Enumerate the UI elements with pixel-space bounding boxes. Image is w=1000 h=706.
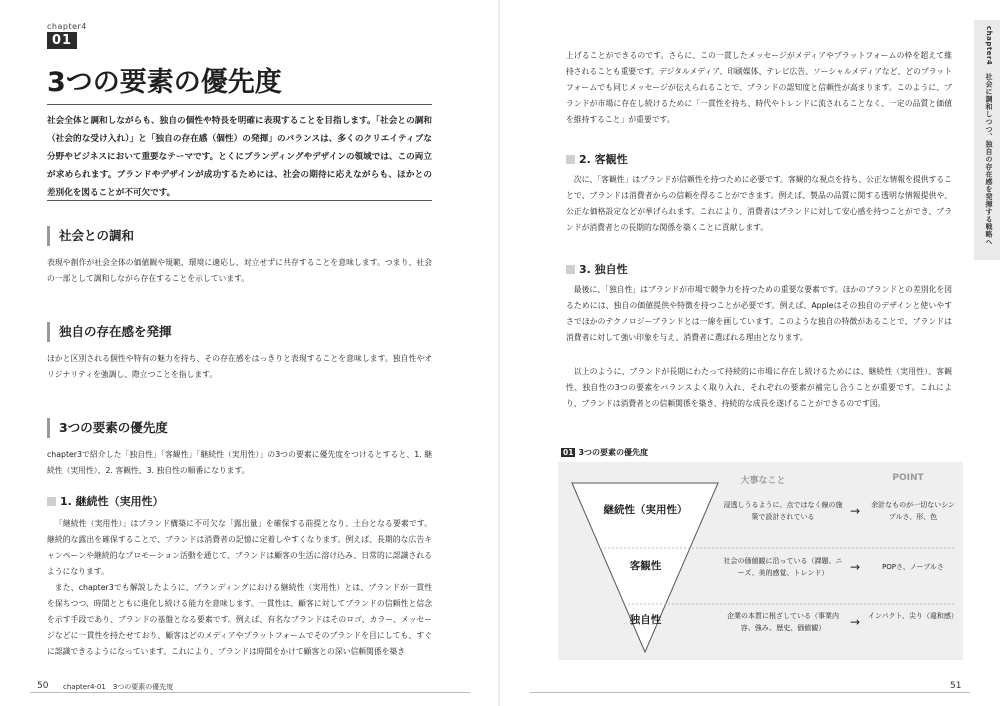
section-text-priority: chapter3で紹介した「独自性」「客観性」「継続性（実用性）」の3つの要素に優先度をつけるとすると、1. 継続性（実用性）、2. 客観性、3. 独自性の順番になります。 [47, 450, 432, 475]
arrow-right-icon: → [849, 615, 861, 629]
title-divider [47, 104, 432, 105]
chapter-side-tab [974, 20, 1000, 260]
intro-divider [47, 200, 432, 201]
section-text-social-harmony: 表現や創作が社会全体の価値観や規範、環境に適応し、対立せずに共存することを意味します。つまり、社会の一部として調和しながら存在することを示しています。 [47, 258, 432, 283]
square-bullet-icon [47, 497, 56, 506]
triangle-label-uniqueness: 独自性 [629, 614, 662, 626]
page-number-left: 50 [37, 681, 49, 691]
triangle-label-continuity: 継続性（実用性） [603, 504, 688, 516]
section-heading-social-harmony: 社会との調和 [47, 226, 134, 246]
important-text-continuity: 浸透しうるように、点ではなく線の施策で設計されている [723, 501, 843, 521]
subheading-continuity: 1. 継続性（実用性） [47, 494, 164, 510]
subheading-uniqueness: 3. 独自性 [566, 262, 628, 278]
square-bullet-icon [566, 155, 575, 164]
arrow-right-icon: → [849, 560, 861, 574]
point-text-uniqueness: インパクト、尖り（違和感） [868, 612, 958, 620]
point-text-continuity: 余計なものが一切ないシンプルさ、形、色 [871, 501, 955, 521]
important-text-objectivity: 社会の価値観に沿っている（課題、ニーズ、美的感覚、トレンド） [723, 557, 843, 577]
section-text-unique-presence: ほかと区別される個性や特有の魅力を持ち、その存在感をはっきりと表現することを意味します。独自性やオリジナリティを強調し、際立つことを指します。 [47, 354, 432, 379]
square-bullet-icon [566, 265, 575, 274]
point-text-objectivity: POPさ、ノーブルさ [882, 563, 944, 571]
priority-diagram [558, 462, 963, 660]
paragraph-objectivity: 次に、「客観性」はブランドが信頼性を持つために必要です。客観的な視点を持ち、公正な情報を提供することで、ブランドは消費者からの信頼を得ることができます。例えば、製品の品質に関する透明な情報提供や、公正な価格設定などが挙げられます。これにより、消費者はブランドに対して安心感を持つことができ、ブランドが消費者との長期的な関係を築くことに貢献します。 [566, 175, 952, 232]
section-heading-unique-presence: 独自の存在感を発揮 [47, 322, 172, 342]
column-header-important: 大事なこと [740, 476, 786, 486]
paragraph-conclusion: 以上のように、ブランドが長期にわたって持続的に市場に存在し続けるためには、継続性（実用性）、客観性、独自性の3つの要素をバランスよく取り入れ、それぞれの要素が補完し合うことが重要です。これにより、ブランドは消費者との信頼関係を築き、持続的な成長を遂げることができるのです図。 [566, 367, 952, 408]
intro-paragraph: 社会全体と調和しながらも、独自の個性や特長を明確に表現することを目指します。「社会との調和（社会的な受け入れ）」と「独自の存在感（個性）の発揮」のバランスは、多くのクリエイティブな分野やビジネスにおいて重要なテーマです。とくにブランディングやデザインの領域では、この両立が求められます。ブランドやデザインが成功するためには、社会の期待に応えながらも、ほかとの差別化を図ることが不可欠です。 [47, 116, 432, 198]
section-heading-priority: 3つの要素の優先度 [47, 418, 168, 438]
paragraph-continuity-cont: 上げることができるのです。さらに、この一貫したメッセージがメディアやプラットフォームの枠を超えて維持されることも重要です。デジタルメディア、印刷媒体、テレビ広告、ソーシャルメディアなど、どのプラットフォームでも同じメッセージが伝えられることで、ブランドの認知度と信頼性が高まります。このように、ブランドが市場に存在し続けるために「一貫性を持ち、時代やトレンドに流されることなく、一定の品質と価値を維持すること」が重要です。 [566, 51, 952, 124]
paragraph-uniqueness: 最後に、「独自性」はブランドが市場で競争力を持つための重要な要素です。ほかのブランドとの差別化を図るためには、独自の価値提供や特徴を持つことが必要です。例えば、Appleはその独自のデザインと使いやすさでほかのテクノロジーブランドとは一線を画しています。このような独自の特徴があることで、ブランドは消費者に対して強い印象を与え、消費者に選ばれる理由となります。 [566, 285, 952, 342]
footer-divider [30, 692, 470, 693]
important-text-uniqueness: 企業の本質に根ざしている（事業内容、強み、歴史、価値観） [727, 612, 839, 632]
paragraph-continuity-2: また、chapter3でも解説したように、ブランディングにおける継続性（実用性）とは、ブランドが一貫性を保ちつつ、時間とともに進化し続ける能力を意味します。一貫性は、顧客に対してブランドの信頼性と信念を示す手段であり、ブランドの基盤となる要素です。例えば、有名なブランドはそのロゴ、カラー、メッセージなどに一貫性を持たせており、顧客はどのメディアやプラットフォームでそのブランドを目にしても、すぐに認識できるようになっています。これにより、ブランドは時間をかけて顧客との深い信頼関係を築き [47, 583, 432, 656]
page-number-right: 51 [950, 681, 962, 691]
chapter-label: chapter4 [47, 22, 87, 31]
subheading-objectivity: 2. 客観性 [566, 152, 628, 168]
right-page [500, 0, 1000, 706]
paragraph-continuity-1: 「継続性（実用性）」はブランド構築に不可欠な「露出量」を確保する前提となり、土台となる要素です。継続的な露出を確保することで、ブランドは消費者の記憶に定着しやすくなります。例えば、長期的な広告キャンペーンや継続的なプロモーション活動を通じて、ブランドは顧客の生活に溶け込み、日常的に認識されるようになります。 [47, 519, 432, 576]
running-head: chapter4-01 3つの要素の優先度 [63, 683, 174, 691]
figure-number: 01 [563, 448, 574, 457]
column-header-point: POINT [892, 473, 924, 483]
triangle-label-objectivity: 客観性 [629, 560, 662, 572]
footer-divider [530, 692, 970, 693]
figure-caption: 01 3つの要素の優先度 [563, 448, 649, 457]
chapter-number-badge: 01 [47, 32, 77, 49]
chapter-side-label: chapter4 社会に調和しつつ、独自の存在感を発揮する戦略へ [985, 26, 993, 246]
arrow-right-icon: → [849, 504, 861, 518]
page-title: 3つの要素の優先度 [47, 67, 282, 98]
